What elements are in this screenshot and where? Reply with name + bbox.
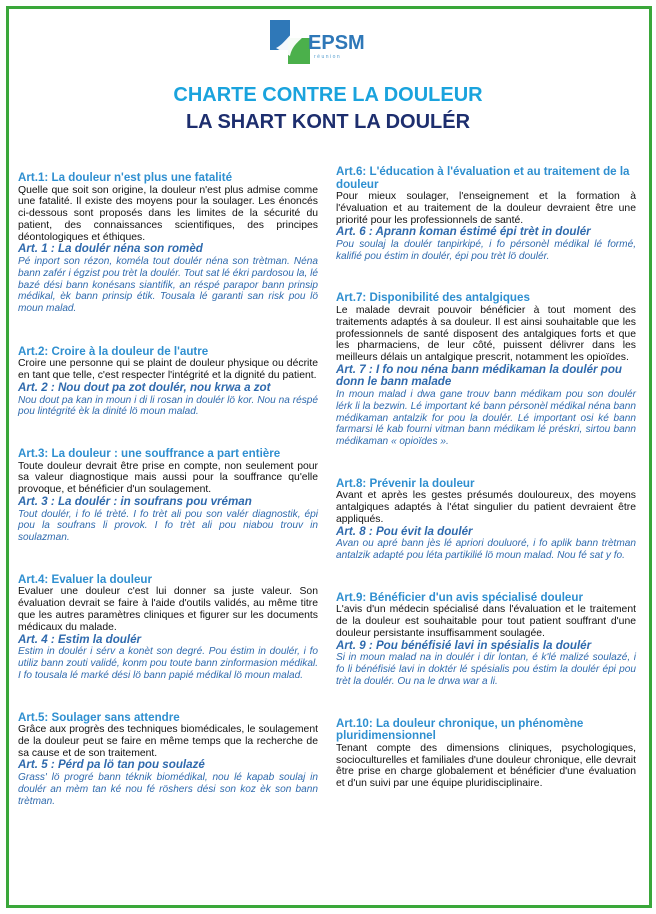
title-creole: LA SHART KONT LA DOULÉR xyxy=(185,111,471,133)
article-7 xyxy=(336,292,636,447)
article-text-fr: Avant et après les gestes présumés douloureux, des moyens antalgiques adaptés à l'état singulier du patient devraient être appliqués. xyxy=(336,490,636,526)
article-text-fr: L'avis d'un médecin spécialisé dans l'évaluation et le traitement de la douleur est souhaitable pour tout patient souffrant d'une douleur persistante insuffisamment soulagée. xyxy=(336,604,636,640)
article-title-creole: Art. 7 : I fo nou néna bann médikaman la doulér pou donn le bann malade xyxy=(336,362,623,389)
article-title-creole: Art. 5 : Pérd pa lö tan pou soulazé xyxy=(18,758,205,772)
article-title-creole: Art. 1 : La doulér néna son romèd xyxy=(18,242,203,256)
article-text-creole: Nou dout pa kan in moun i di li rosan in doulér lö kor. Nou na réspé pou lintégrité èk la dinité lö moun malad. xyxy=(18,394,318,418)
article-title-fr: Art.2: Croire à la douleur de l'autre xyxy=(18,344,209,358)
article-text-fr: Pour mieux soulager, l'enseignement et la formation à l'évaluation et au traitement de la douleur devraient être une priorité pour les professionnels de santé. xyxy=(336,191,636,226)
article-text-creole: Estim in doulér i sérv a konèt son degré. Pou éstim in doulér, i fo utiliz bann zouti validé, konm pou toute bann zinformasion médikal. I fo tousala lé marké dési lö bann papié médikal lö moun malad. xyxy=(18,646,318,681)
article-title-fr: Art.4: Evaluer la douleur xyxy=(18,572,153,586)
article-title-creole: Art. 8 : Pou évit la doulér xyxy=(336,524,473,538)
article-6 xyxy=(336,166,636,262)
article-text-fr: Le malade devrait pouvoir bénéficier à tout moment des traitements adaptés à sa douleur. Il est ainsi souhaitable que les professionnels de santé disposent des antalgiques forts et que les pharmaciens, de leur côté, puissent délivrer dans les meilleurs délais un antalgique prescrit, notamment les opioïdes. xyxy=(336,304,636,364)
article-8 xyxy=(336,478,636,562)
article-1 xyxy=(18,172,318,315)
article-9 xyxy=(336,592,636,688)
article-text-creole: Tout doulér, i fo lé trèté. I fo trèt ali pou son valér diagnostik, épi pou la soufrans li provok. I fo trèt ali pou niabou trouv in soulazman. xyxy=(18,508,318,544)
article-4 xyxy=(18,574,318,682)
article-3 xyxy=(18,448,318,544)
article-2 xyxy=(18,346,318,418)
article-title-creole: Art. 6 : Aprann koman éstimé épi trèt in doulér xyxy=(336,225,591,239)
article-text-fr: Evaluer une douleur c'est lui donner sa juste valeur. Son évaluation devrait se faire à l'aide d'outils validés, au même titre que les autres paramètres cliniques et figurer sur les documents médicaux du malade. xyxy=(18,586,318,633)
article-text-fr: Tenant compte des dimensions cliniques, psychologiques, socioculturelles et familiales d'une douleur chronique, elle devrait être prise en charge globalement et bénéficier d'une évaluation et d'un suivi par une équipe pluridisciplinaire. xyxy=(336,742,636,790)
article-title-creole: Art. 2 : Nou dout pa zot doulér, nou krwa a zot xyxy=(18,381,271,395)
article-title-creole: Art. 3 : La doulér : in soufrans pou vréman xyxy=(18,495,252,509)
logo-text: EPSM xyxy=(308,32,365,54)
article-text-creole: Si in moun malad na in doulér i dir lontan, é k'lé malizé soulazé, i fo li bénéfisié lavi in doktér lé spésialis pou éstim la doulér épi pou trèt la doulér. Ou na le drwa war a li. xyxy=(336,652,636,687)
article-title-fr: Art.9: Bénéficier d'un avis spécialisé douleur xyxy=(336,590,583,604)
right-column xyxy=(336,166,636,790)
article-text-creole: Pé inport son rézon, koméla tout doulér néna son trètman. Néna bann zafér i égzist pou trèt la doulér. Tout sat lé ékri pardosou la, lé bazé dési bann konésans siantifik, an réspé parapor bann prinsip médikal, èk bann prinsip étik. Tousala lé garanti san risk pou lö moun malad. xyxy=(18,255,318,315)
article-title-fr: Art.3: La douleur : une souffrance a part entière xyxy=(18,447,281,461)
title-french: CHARTE CONTRE LA DOULEUR xyxy=(173,84,483,106)
article-text-creole: Pou soulaj la doulér tanpirkipé, i fo pérsonèl médikal lé formé, kalifié pou éstim in doulér, épi pou trèt lö doulér. xyxy=(336,238,636,262)
article-5 xyxy=(18,712,318,808)
article-title-fr: Art.7: Disponibilité des antalgiques xyxy=(336,291,530,305)
article-title-creole: Art. 4 : Estim la doulér xyxy=(18,632,142,646)
article-text-fr: Grâce aux progrès des techniques biomédicales, le soulagement de la douleur peut se faire en même temps que la recherche de sa cause et de son traitement. xyxy=(18,724,318,759)
article-title-fr: Art.10: La douleur chronique, un phénomène pluridimensionnel xyxy=(336,716,584,743)
logo-subtext: réunion xyxy=(314,54,342,60)
article-text-creole: Grass' lö progré bann téknik biomédikal, nou lé kapab soulaj in doulér an mèm tan ké nou fé röshers dési son koz èk son bann trètman. xyxy=(18,771,318,807)
article-title-fr: Art.1: La douleur n'est plus une fatalité xyxy=(18,171,233,184)
article-title-fr: Art.5: Soulager sans attendre xyxy=(18,710,180,724)
left-column xyxy=(18,172,318,807)
article-text-creole: Avan ou apré bann jès lé apriori douluoré, i fo aplik bann trètman antalzik adapté pou léta partikilié lö moun malad. Nou fé sat y fo. xyxy=(336,538,636,562)
article-title-fr: Art.8: Prévenir la douleur xyxy=(336,476,475,490)
article-text-fr: Quelle que soit son origine, la douleur n'est plus admise comme une fatalité. Il existe des moyens pour la soulager. Les énoncés ci-dessous sont proposés dans les limites de la sécurité du patient, des connaissances scientifiques, des principes déontologiques et éthiques. xyxy=(18,184,318,243)
article-text-fr: Croire une personne qui se plaint de douleur physique ou décrite en tant que telle, c'est respecter l'intégrité et la dignité du patient. xyxy=(18,358,318,382)
article-text-creole: In moun malad i dwa gane trouv bann médikam pou son doulér lérk li la bezwin. Lé important ké bann pérsonèl médikal néna bann médikaman antalzik for pou la doulér. Lé important osi ké bann farmarsi lé kab fourni vitman bann médikam lé préskri, sirtou bann médikaman « opioïdes ». xyxy=(336,388,636,448)
epsm-logo xyxy=(268,18,368,68)
article-title-fr: Art.6: L'éducation à l'évaluation et au traitement de la douleur xyxy=(336,165,630,191)
article-title-creole: Art. 9 : Pou bénéfisié lavi in spésialis la doulér xyxy=(336,638,592,652)
article-text-fr: Toute douleur devrait être prise en compte, non seulement pour sa valeur diagnostique mais aussi pour la souffrance qu'elle provoque, et bénéficier d'un soulagement. xyxy=(18,460,318,496)
article-10 xyxy=(336,718,636,790)
